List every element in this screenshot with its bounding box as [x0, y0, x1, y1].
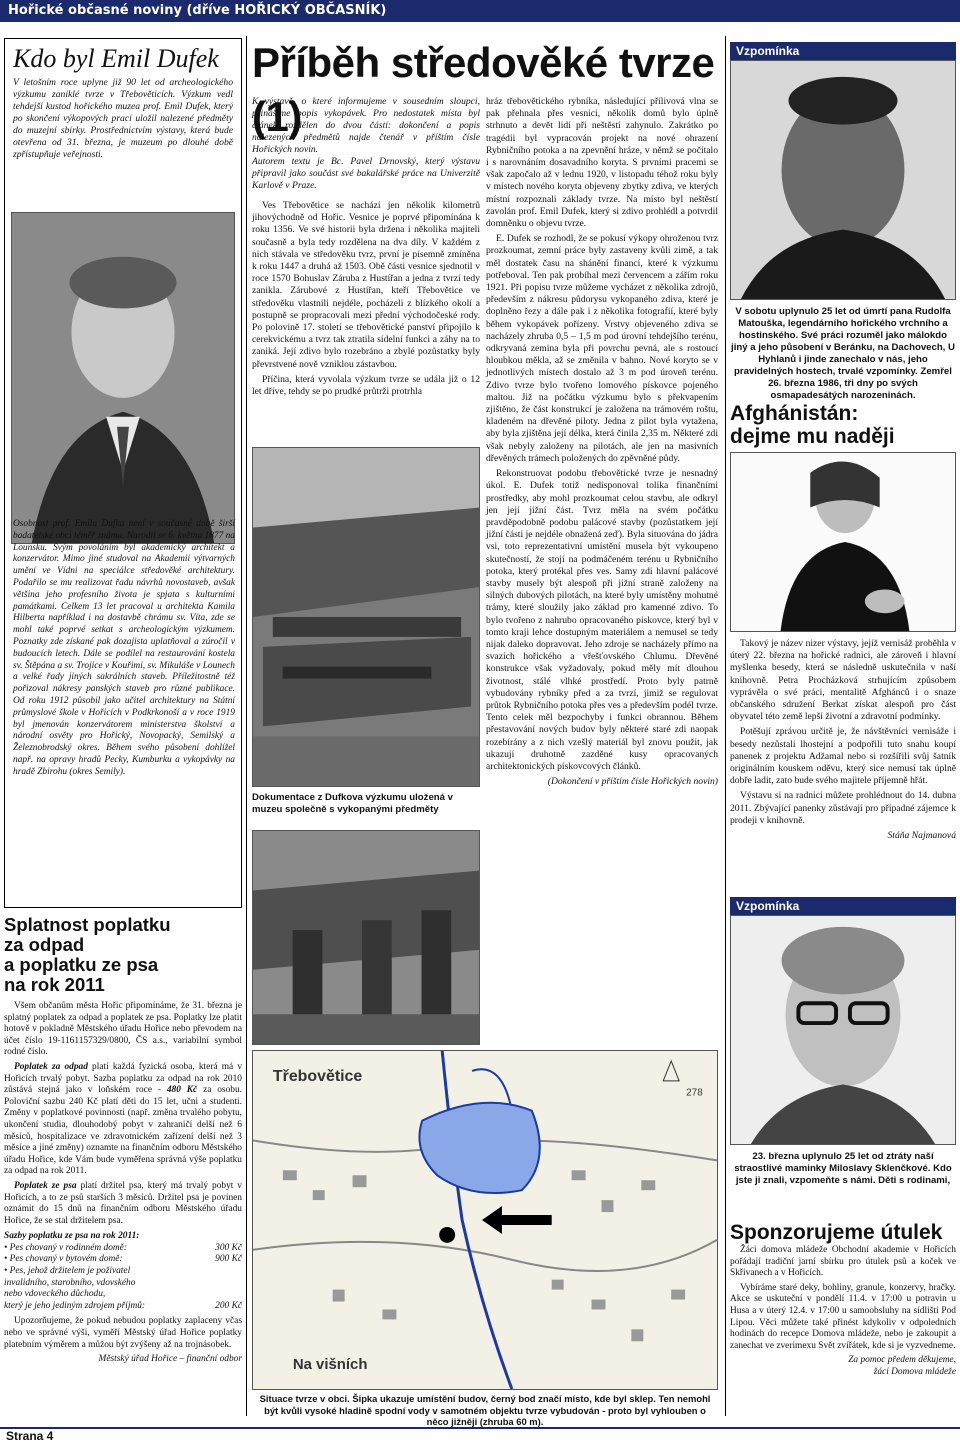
column-divider — [725, 36, 726, 1416]
utulek-p1: Žáci domova mládeže Obchodní akademie v Hořicích pořádají tradiční jarní sbírku pro útulek psů a koček ve Skřivanech a v Hořicích. — [730, 1245, 956, 1279]
map-label-village: Třebovětice — [272, 1067, 363, 1085]
dog-rate-item — [4, 1254, 242, 1266]
poplatek-title-line: na rok 2011 — [4, 974, 105, 995]
poplatek-p4: Upozorňujeme, že pokud nebudou poplatky zaplaceny včas nebo ve správné výši, vyměří Městský úřad Hořice poplatky platebním výměrem a můžou být zvýšeny až na trojnásobek. — [4, 1316, 242, 1350]
excavation-photo-caption: Dokumentace z Dufkova výzkumu uložená v muzeu společně s vykopanými předměty — [252, 792, 453, 815]
dog-rate-label: • Pes chovaný v bytovém domě: — [4, 1254, 123, 1265]
tvrz-c2-p1: hráz třebovětického rybníka, následující přílivová vlna se pak přehnala přes vesnici, několik domů bylo úplně strhnuto a devět lidí při neštěstí zahynulo. Zakrátko po tragédii byl vypracován projekt na nové ohrazení Rybničního potoka a na zpevnění hráze, v němž se počítalo i s narovnáním dosavadního koryta. S prvními pracemi se však započalo až v lednu 1920, v listopadu téhož roku byly v místech nového koryta objeveny zbytky zdiva, ve kterých místní rozpoznali základy tvrze. Na místo byl neštěstí zavolán prof. Emil Dufek, který si zdivo prohlédl a potvrdil domněnku o objevu tvrze. — [486, 96, 718, 230]
poplatek-title-line: za odpad — [4, 934, 85, 955]
tvrz-col-a — [252, 96, 480, 441]
poplatek-p3 — [4, 1181, 242, 1227]
dog-rate-label: nebo vdoveckého důchodu, — [4, 1289, 106, 1300]
dog-rate-item — [4, 1301, 242, 1313]
poplatek-p3-text: platí držitel psa, který má trvalý pobyt v Hořicích, a to ze psů starších 3 měsíců. Držitel psa je povinen oznámit do 15 dnů na finančním odboru Městského úřadu Hořice, že se stal držitelem psa. — [4, 1180, 242, 1226]
excavation-photo — [252, 447, 480, 787]
poplatek-title — [4, 915, 242, 995]
afghan-title-line: dejme mu naději — [730, 425, 895, 448]
poplatek-body — [4, 1001, 242, 1366]
afghan-section — [730, 402, 956, 842]
poplatek-section — [4, 915, 242, 1415]
excavation-photo-2 — [252, 830, 480, 1045]
dufek-title: Kdo byl Emil Dufek — [13, 44, 219, 73]
afghan-title — [730, 402, 956, 448]
tvrz-author: Autorem textu je Bc. Pavel Drnovský, který výstavu připravil jako součást své bakalářské práce na Univerzitě Karlově v Praze. — [252, 156, 480, 191]
vzpominka-2 — [730, 895, 956, 1215]
utulek-p2: Vybíráme staré deky, bohliny, granule, konzervy, hračky. Akce se uskuteční v pondělí 11.4. v 17:00 u potravin u Husa a v úterý 12.4. v 17:00 u samoobsluhy na sídlišti Pod Lipou. Věci můžete také přinést kdykoliv v odpoledních hodinách do recepce Domova mládeže, nebo je zakoupit a zanechat ve zverimexu Svět zvířátek, kde si je vyzvedneme. — [730, 1282, 956, 1351]
dufek-intro: V letošním roce uplyne již 90 let od archeologického výzkumu zaniklé tvrze v Třebověticích. Výzkum vedl tehdejší kustod hořického muzea prof. Emil Dufek, který po skončení výkopových prací uložil nalezené předměty do muzejní sbírky. Prostřednictvím výstavy, která bude otevřena od 31. března, je muzeum po dlouhé době zpřístupňuje veřejnosti. — [13, 77, 233, 160]
utulek-section — [730, 1220, 956, 1420]
tvrz-c2-p2: E. Dufek se rozhodl, že se pokusí výkopy ohroženou tvrz prozkoumat, zemní práce byly zastaveny kvůli zimě, a tak měl dostatek času na shánění financí, které k výzkumu potřeboval. Ten pak probíhal mezi červencem a zářím roku 1921. Při popisu tvrze můžeme vycházet z několika zdrojů, především z nákresu půdorysu vykopaného zdiva, které je doplněno řezy a dále pak i z několika fotografií, které byly během vykopávek pořízeny. Vrstvy objeveného zdiva se nacházely zhruba 0,5 – 1,5 m pod úrovní tehdejšího terénu, odkryvaná zemina byla při povrchu pevná, ale s rostoucí hloubkou měkla, až se změnila v bahno. Nové koryto se v jednotlivých místech dostalo až 3 m pod úroveň terénu. Zdivo tvrze bylo tvořeno lomového pískovce pojeného maltou. Již na počátku výzkumu bylo s překvapením zjištěno, že část konstrukcí je založena na trámovém roštu, kladeném na dřevěné piloty. Jedna z pilot byla vytažena, aby byla zjištěna její délka, která činila 2,35 m. Některé zdi však nebyly založeny na pilotách, ale jen na masivních dřevěných trámech položených do zpěvněné půdy. — [486, 233, 718, 464]
dog-rate-value: 900 Kč — [215, 1254, 242, 1265]
vzpominka-tag: Vzpomínka — [730, 897, 956, 915]
vzpominka-2-caption: 23. března uplynulo 25 let od ztráty naší straostlivé maminky Miloslavy Sklenčkové. Kdo jste ji znali, vzpomeňte s námi. Děti s rodinami, — [734, 1151, 952, 1186]
poplatek-p2-a: platí každá fyzická osoba, která má v Hořicích trvalý pobyt. Sazba poplatku za odpad na rok 2010 zůstává stejná jako v loňském roce - — [4, 1061, 243, 1096]
newspaper-header — [0, 0, 960, 22]
map-caption: Situace tvrze v obci. Šipka ukazuje umístění budov, černý bod značí místo, kde byl sklep. Ten nemohl být kvůli vysoké hladině spodní vody v samotném objektu tvrze vybudován - proto byl vyhlouben o něco jižněji (zhruba 60 m). — [259, 1393, 711, 1427]
utulek-sign-2: žáci Domova mládeže — [873, 1366, 956, 1377]
dog-rates-title: Sazby poplatku ze psa na rok 2011: — [4, 1231, 140, 1242]
map-label-field: Na višních — [292, 1356, 368, 1374]
tvrz-c1-p2: Příčina, která vyvolala výzkum tvrze se udála již o 12 let dříve, tehdy se po prudké průtrži protrhla — [252, 373, 480, 398]
tvrz-lead: K výstavě, o které informujeme v sousedním sloupci, přinášíme popis vykopávek. Pro nedostatek místa byl článek rozdělen do dvou částí: dokončení a popis nalezených předmětů najde čtenář v příštím čísle Hořických novin. — [252, 96, 480, 155]
afghan-body — [730, 638, 956, 842]
dog-rates-box — [4, 1231, 242, 1312]
matousek-photo — [730, 60, 956, 300]
poplatek-title-line: Splatnost poplatku — [4, 914, 171, 935]
dog-rate-value: 300 Kč — [215, 1242, 242, 1253]
vzpominka-1-caption: V sobotu uplynulo 25 let od úmrtí pana Rudolfa Matouška, legendárního hořického vrchního a hostinského. Své práci rozuměl jako málokdo jiný a jeho působení v Beránku, na Dachovech, U Hyhlanů i jinde zanechalo v nás, jeho pravidelných hostech, trvalé vzpomínky. Zemřel 26. března 1986, tři dny po svých osmapadesátých narozeninách. — [731, 306, 955, 401]
sklenckova-photo — [730, 915, 956, 1145]
tvrz-continued: (Dokončení v příštím čísle Hořických novin) — [547, 776, 718, 788]
poplatek-p2 — [4, 1062, 242, 1178]
poplatek-p2-lead: Poplatek za odpad — [14, 1061, 88, 1072]
dog-rate-item — [4, 1243, 242, 1255]
dog-rate-item — [4, 1278, 242, 1290]
dog-rate-item — [4, 1289, 242, 1301]
poplatek-amount: 480 Kč — [166, 1085, 198, 1096]
dog-rate-value: 200 Kč — [215, 1300, 242, 1311]
dog-rate-label: který je jeho jediným zdrojem příjmů: — [4, 1300, 146, 1311]
tvrz-title-text: Příběh středověké tvrze (1) — [252, 39, 715, 140]
map-label-height: 278 — [686, 1087, 703, 1099]
header-title: Hořické občasné noviny (dříve HOŘICKÝ OBČASNÍK) — [8, 3, 387, 18]
utulek-body — [730, 1245, 956, 1379]
tvrz-c2-p3: Rekonstruovat podobu třebovětické tvrze je nesnadný úkol. E. Dufek totiž nedisponoval tolika finančními prostředky, aby mohl prozkoumat celou stavbu, ale odkryl jen její jižní část. Tvrz měla na svém počátku pravděpodobně podobu palácové stavby (pozůstatkem její jižní části je nejdéle obnažená zeď). Byla situována do jádra vsi, toto reprezentativní umístění musela být vykoupeno skutečností, že stojí na podmáčeném terénu u Rybničního potoka, který protékal přes ves. Samy zdi hlavní palácové stavby musely být alespoň při jižní straně založeny na silných dubových pilotách, na které byly umístěny mohutné trámy, které sloužily jako základ pro kamenné zdivo. To bylo tvořeno z nahrubo opracovaného pískovce, který byl v tomto kraji lehce dostupným materiálem a nemusel se tedy nijak daleko dopravovat. Jeho zdroje se nacházely přímo na svazích hořického a vřešťovského Chlumu. Dřevěné konstrukce však vyžadovaly, pokud měly mít dlouhou životnost, stálé vlhké prostředí. Proto byly patrně vybudovány rybníky před a za tvrzí, jimiž se regulovat průtok Rybničního potoka přes ves a především podél tvrze. Tento celek měl bezpochyby i funkci obrannou. Během přestavování nových budov byly některé staré zdi naopak rozebírány a z nich vzešlý materiál byl znovu použit, jak ukazují druhotně zazděné kusy opracovaných architektonických pískovcových článků. — [486, 468, 718, 772]
page-footer — [0, 1425, 960, 1445]
dog-rate-label: • Pes chovaný v rodinném domě: — [4, 1242, 127, 1253]
page-number: Strana 4 — [6, 1429, 54, 1443]
poplatek-title-line: a poplatku ze psa — [4, 954, 159, 975]
poplatek-p1: Všem občanům města Hořic připomínáme, že 31. března je splatný poplatek za odpad a poplatek ze psa. Poplatky lze platit hotově v pokladně Městského úřadu Hořice nebo převodem na účet číslo 19-1161157329/0800, ČS a.s., variabilní symbol rodné číslo. — [4, 1001, 242, 1058]
afghan-p3: Výstavu si na radnici můžete prohlédnout do 14. dubna 2011. Zbývající panenky zůstávají pro případné zájemce k prodeji v knihovně. — [730, 790, 956, 826]
poplatek-p3-lead: Poplatek ze psa — [14, 1180, 77, 1191]
footer-rule — [0, 1427, 960, 1429]
prochazkova-photo — [730, 452, 956, 632]
tvrz-col-b — [486, 96, 718, 1036]
dufek-section — [4, 38, 242, 908]
vzpominka-1 — [730, 40, 956, 400]
poplatek-sign: Městský úřad Hořice – finanční odbor — [98, 1354, 242, 1365]
tvrz-c1-p1: Ves Třebovětice se nachází jen několik kilometrů jihovýchodně od Hořic. Vesnice je poprvé připomínána k roku 1356. Ve své historii byla držena i několika majiteli současně a byla tedy rozdělena na dva díly. V každém z nich stávala ve středověku tvrz, první je písemně zmíněna k roku 1447 a druhá až 1503. Obě části vesnice sjednotil v roce 1570 Bohuslav Záruba z Hustířan a jedna z tvrzí tedy zanikla. Zárubové z Hustířan, kteří Třebovětice ve středověku vlastnili nejdéle, pocházeli z blízkého okolí a postupně se propracovali mezi přední východočeské rody. Po polovině 17. století se třebovětické panství připojilo k cerekvickému a tvrz tak ztratila sídelní funkci a záhy na to zaniká. Její zdivo bylo rozebráno a zbylé pozůstatky byly převrstvené nově vzniklou zástavbou. — [252, 200, 480, 370]
dog-rate-label: • Pes, jehož držitelem je poživatel — [4, 1266, 131, 1277]
vzpominka-tag: Vzpomínka — [730, 42, 956, 60]
afghan-p2: Potěšují zprávou určitě je, že návštěvníci vernisáže i besedy nezůstali lhostejní a podpořili tuto snahu koupí panenek z projektu Adžamal nebo si rozšířili svůj šatník originálním kouskem oděvu, který sice nemusí tak úplně dobře ladit, zato bude svého majitele příjemně hřát. — [730, 726, 956, 787]
afghan-sign: Stáňa Najmanová — [887, 830, 956, 842]
afghan-title-line: Afghánistán: — [730, 402, 859, 425]
poplatek-p2-b: za osobu. Poloviční sazbu 240 Kč platí děti do 15 let, učni a studenti. Změny v poplatkové povinnosti (např. změna trvalého pobytu, ukončení studia, dlouhodobý pobyt v zahraničí delší než 6 měsíců, hospitalizace ve zdravotnickém zařízení delší než 3 měsíce a jiné změny) oznamte na finančním odboru Městského úřadu Hořice, kde Vám bude vyměřena správná výše poplatku za odpad na rok 2011. — [4, 1085, 242, 1177]
afghan-p1: Takový je název nizer výstavy, jejíž vernisáž proběhla v úterý 22. března na hořické radnici, ale zároveň i hlavní myšlenka besedy, která se následně uskutečnila v naší knihovně. Petra Procházková strhujícím způsobem vyprávěla o své práci, mentalitě Afghánců i o snaze občanského sdružení Berkat získat alespoň pro část obyvatel této země lepší životní a zdravotní podmínky. — [730, 638, 956, 723]
column-divider — [246, 36, 247, 1416]
village-map — [252, 1050, 718, 1390]
dufek-portrait-photo — [11, 212, 235, 544]
dufek-bio: Osobnost prof. Emila Dufka není v současné době širší badatelské obci téměř známa. Narodil se 6. května 1877 na Lounsku. Svým povoláním byl akademický architekt a konzervátor. Mimo jiné studoval na Akademii výtvarných umění ve Vídni na speciálce středověké architektury. Podařilo se mu realizovat řadu návrhů novostaveb, avšak většina jeho profesního života je spjata s kulturními památkami. Celkem 13 let pracoval u architekta Kamila Hilberta například i na dostavbě chrámu sv. Víta, zde se mohl také poprvé setkat s archeologickým výzkumem. Poznatky zde získané pak dozajista uplatňoval a zúročil v budoucích letech. Dále se podílel na restaurování kostela sv. Štěpána a sv. Trojice v Kouřimi, sv. Mikuláše v Lounech a velké řady jiných sakrálních staveb. Příležitostně též pořizoval nákresy panských staveb pro různé publikace. Od roku 1912 působil jako učitel architektury na Státní průmyslové škole v Hořicích v Podkrkonoší a v roce 1919 byl jmenován konzervátorem ministerstva školství a národní osvěty pro Hořický, Novopacký, Semilský a Železnobrodský okres. Během svého působení dohlížel např. na opravy hradů Pecky, Kumburku a vykopávky na hradě Zbirohu (okres Semily). — [13, 519, 235, 777]
dog-rates-list — [4, 1243, 242, 1313]
dog-rate-label: invalidního, starobního, vdovského — [4, 1277, 136, 1288]
utulek-title: Sponzorujeme útulek — [730, 1221, 943, 1244]
dog-rate-item — [4, 1266, 242, 1278]
utulek-sign-1: Za pomoc předem děkujeme, — [848, 1355, 956, 1366]
